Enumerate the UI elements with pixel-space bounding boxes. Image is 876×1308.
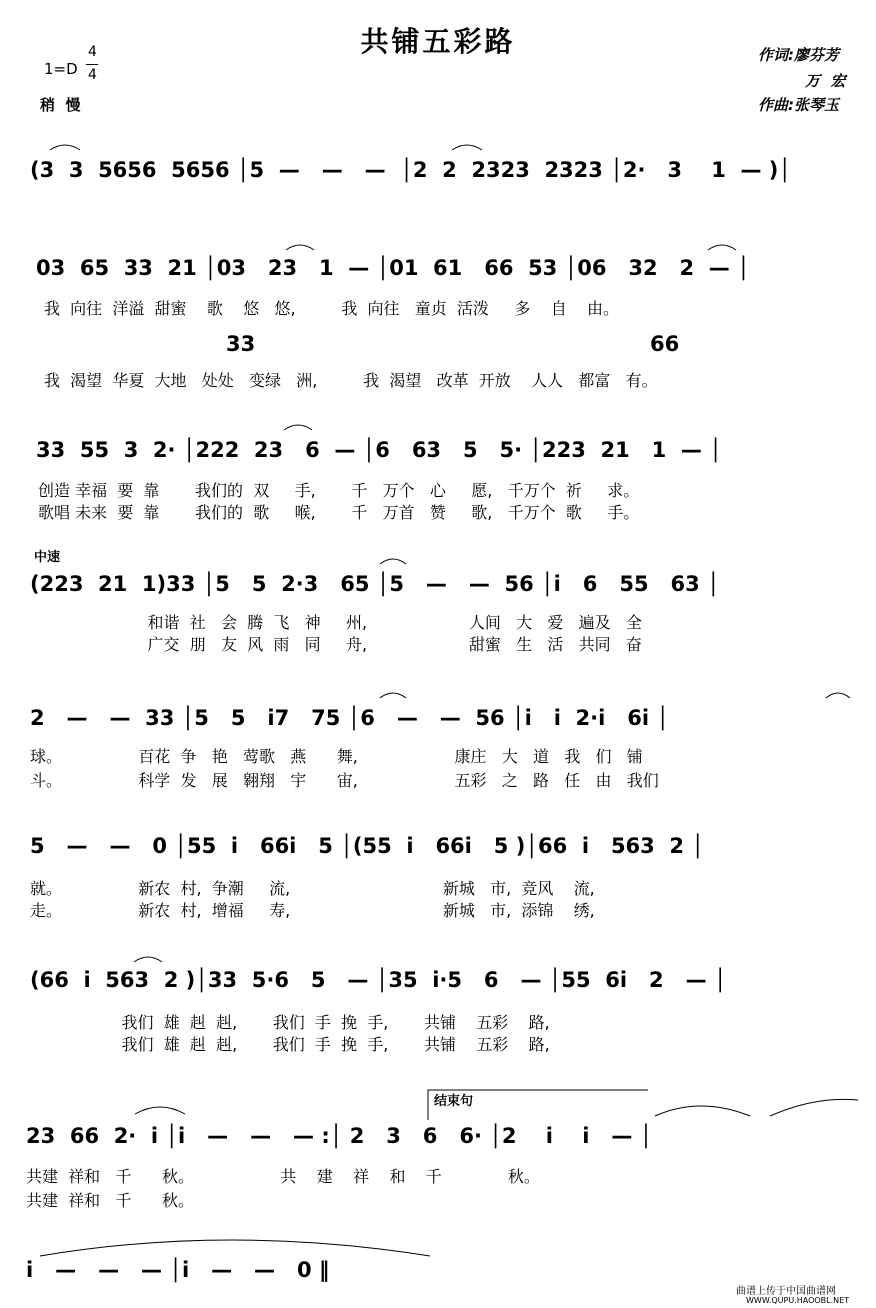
slur-mark (284, 425, 312, 430)
score-line-6: 5 — — 0 │55 i 66i 5 │(55 i 66i 5 )│66 i 563 2 │ (30, 834, 704, 858)
lyrics-line-3b: 歌唱 未来 要 靠 我们的 歌 喉, 千 万首 赞 歌, 千万个 歌 手。 (38, 503, 640, 522)
lyricist-credit: 作词:廖芬芳 (758, 46, 839, 64)
alt-notes-2b: 66 (650, 332, 680, 356)
lyrics-line-8b: 共建 祥和 千 秋。 (26, 1191, 194, 1210)
score-line-4: (223 21 1)33 │5 5 2·3 65 │5 — — 56 │i 6 55 63 │ (30, 572, 720, 596)
slur-mark (826, 693, 850, 698)
song-title: 共铺五彩路 (360, 25, 516, 58)
slur-mark (286, 245, 314, 250)
lyrics-line-2b: 我 渴望 华夏 大地 处处 变绿 洲, 我 渴望 改革 开放 人人 都富 有。 (44, 371, 658, 390)
ending-bracket (428, 1090, 648, 1120)
lyrics-line-6b: 走。 新农 村, 增福 寿, 新城 市, 添锦 绣, (30, 901, 595, 920)
score-line-1: (3 3 5656 5656 │5 — — — │2 2 2323 2323 │2· 3 1 — )│ (30, 158, 792, 182)
lyricist-credit-2: 万 宏 (805, 72, 846, 90)
lyrics-line-8a: 共建 祥和 千 秋。 共 建 祥 和 千 秋。 (26, 1167, 540, 1186)
slur-mark (380, 693, 406, 698)
key-signature: 1=D (44, 60, 78, 78)
lyrics-line-2a: 我 向往 洋溢 甜蜜 歌 悠 悠, 我 向往 童贞 活泼 多 自 由。 (44, 299, 620, 318)
score-line-3: 33 55 3 2· │222 23 6 — │6 63 5 5· │223 21 1 — │ (36, 438, 722, 462)
time-signature-bottom: 4 (88, 67, 97, 83)
score-line-5: 2 — — 33 │5 5 i7 75 │6 — — 56 │i i 2·i 6i │ (30, 706, 670, 730)
slur-mark (380, 559, 406, 564)
alt-notes-2a: 33 (226, 332, 256, 356)
slur-mark (40, 1240, 430, 1256)
lyrics-line-5b: 斗。 科学 发 展 翱翔 宇 宙, 五彩 之 路 任 由 我们 (30, 771, 659, 790)
score-line-7: (66 i 563 2 )│33 5·6 5 — │35 i·5 6 — │55 6i 2 — │ (30, 968, 727, 992)
slur-mark (134, 957, 162, 962)
lyrics-line-5a: 球。 百花 争 艳 莺歌 燕 舞, 康庄 大 道 我 们 铺 (30, 747, 643, 766)
score-line-2: 03 65 33 21 │03 23 1 — │01 61 66 53 │06 32 2 — │ (36, 256, 750, 280)
slur-mark (655, 1106, 750, 1116)
tempo-marking-2: 中速 (34, 550, 61, 565)
watermark-url: WWW.QUPU.HAOOBL.NET (746, 1296, 850, 1305)
score-line-8: 23 66 2· i │i — — — :│ 2 3 6 6· │2 i i — │ (26, 1124, 653, 1148)
slur-mark (770, 1099, 858, 1116)
ending-label: 结束句 (434, 1094, 474, 1109)
slur-mark (135, 1107, 185, 1114)
lyrics-line-4a: 和谐 社 会 腾 飞 神 州, 人间 大 爱 遍及 全 (56, 613, 642, 632)
score-line-9: i — — — │i — — 0 ‖ (26, 1258, 330, 1282)
slur-mark (708, 245, 736, 250)
lyrics-line-7b: 我们 雄 赳 赳, 我们 手 挽 手, 共铺 五彩 路, (30, 1035, 550, 1054)
lyrics-line-6a: 就。 新农 村, 争潮 流, 新城 市, 竞风 流, (30, 879, 595, 898)
time-signature-top: 4 (88, 44, 97, 60)
slur-mark (50, 145, 80, 150)
lyrics-line-4b: 广交 朋 友 风 雨 同 舟, 甜蜜 生 活 共同 奋 (56, 635, 642, 654)
lyrics-line-3a: 创造 幸福 要 靠 我们的 双 手, 千 万个 心 愿, 千万个 祈 求。 (38, 481, 640, 500)
tempo-marking: 稍 慢 (40, 96, 81, 114)
lyrics-line-7a: 我们 雄 赳 赳, 我们 手 挽 手, 共铺 五彩 路, (30, 1013, 550, 1032)
watermark-text: 曲谱上传于中国曲谱网 (736, 1286, 836, 1297)
slur-mark (452, 145, 482, 150)
composer-credit: 作曲:张琴玉 (758, 96, 839, 114)
